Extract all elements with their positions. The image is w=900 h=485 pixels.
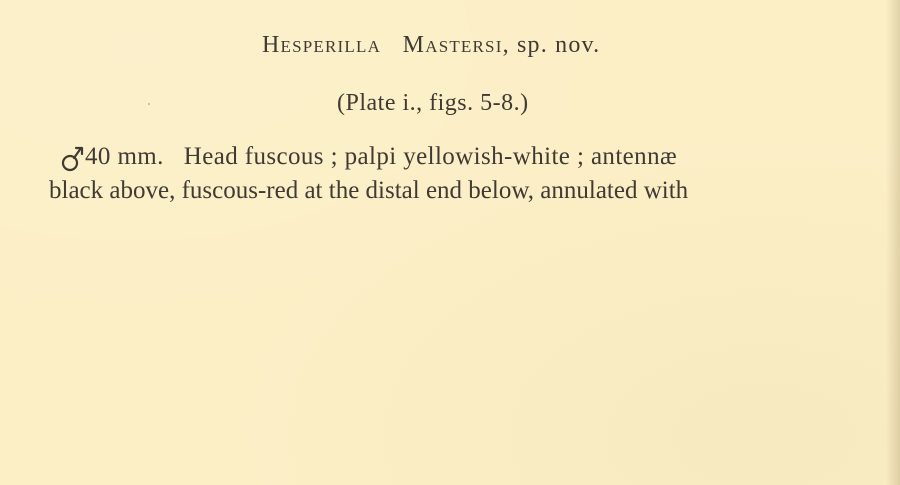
description-line-1 xyxy=(85,142,677,172)
genus-name: Hesperilla xyxy=(262,32,382,58)
species-title xyxy=(262,31,600,59)
title-comma: , xyxy=(502,32,517,58)
plate-reference: (Plate i., figs. 5-8.) xyxy=(337,90,529,116)
head-description: Head fuscous ; palpi yellowish-white ; antennæ xyxy=(183,143,678,170)
species-name: Mastersi xyxy=(402,32,503,58)
paper-speck xyxy=(148,103,150,105)
species-status: sp. nov. xyxy=(516,32,601,58)
description-line-2: black above, fuscous-red at the distal end below, annulated with xyxy=(49,177,689,204)
male-symbol-icon xyxy=(59,141,87,175)
body-length: 40 mm. xyxy=(85,143,164,170)
page-edge-shadow xyxy=(886,0,900,485)
